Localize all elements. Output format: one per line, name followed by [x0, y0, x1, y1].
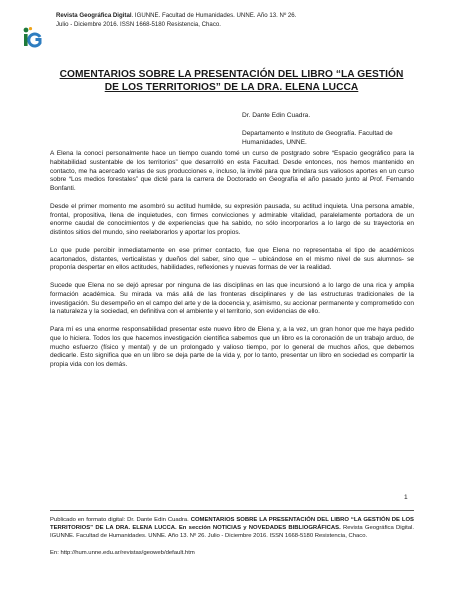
header-line-1-rest: . IGUNNE. Facultad de Humanidades. UNNE. Año 13. Nº 26.	[131, 12, 297, 19]
paragraph: A Elena la conocí personalmente hace un tiempo cuando tomé un curso de postgrado sobre “Espacio geográfico para la habitabilidad sustentable de los territorios” que desarrolló en esta Facultad. Desde entonces, nos hemos mantenido en contacto, me ha acercado varias de sus producciones e, incluso, la invité para que brindara sus valiosos aportes en un curso sobre “Los medios forestales” que dicté para la carrera de Doctorado en Geografía el año pasado junto al Prof. Fernando Bonfanti.	[50, 150, 414, 193]
paragraph: Lo que pude percibir inmediatamente en ese primer contacto, fue que Elena no representaba el tipo de académicos acartonados, distantes, verticalistas y dueños del saber, sino que – ubicándose en el mismo nivel de sus alumnos- se proponía despertar en ellos actitudes, habilidades, reflexiones y nuevas formas de ver la realidad.	[50, 246, 414, 272]
journal-header	[56, 12, 406, 29]
author-affiliation: Departamento e Instituto de Geografía. Facultad de Humanidades, UNNE.	[242, 129, 393, 146]
header-line-1	[56, 12, 406, 21]
paragraph: Desde el primer momento me asombró su actitud humilde, su expresión pausada, su actitud inquieta. Una persona amable, frontal, propositiva, llena de inquietudes, con firmes convicciones y admirable vitalidad, paralelamente portadora de un enorme caudal de conocimientos y de experiencias que ha sabido, no sólo incorporarlos a lo largo de su trayectoria en distintos sitios del mundo, sino reelaborarlos y aportar los propios.	[50, 202, 414, 237]
header-line-2: Julio - Diciembre 2016. ISSN 1668-5180 Resistencia, Chaco.	[56, 20, 221, 28]
page-number: 1	[404, 494, 408, 501]
article-title: COMENTARIOS SOBRE LA PRESENTACIÓN DEL LIBRO “LA GESTIÓN DE LOS TERRITORIOS” DE LA DRA. ELENA LUCCA	[59, 69, 404, 93]
footer-divider	[50, 510, 414, 511]
citation-title: COMENTARIOS SOBRE LA PRESENTACIÓN DEL LIBRO “LA GESTIÓN DE LOS TERRITORIOS” DE LA DRA. ELENA LUCCA. En sección NOTICIAS y NOVEDADES BIBLIOGRÁFICAS.	[50, 517, 414, 532]
citation-text	[50, 516, 414, 540]
author-block	[242, 112, 422, 147]
article-body	[50, 150, 414, 379]
author-name: Dr. Dante Edin Cuadra.	[242, 112, 311, 119]
citation-rest: Revista Geográfica Digital. IGUNNE. Facultad de Humanidades. UNNE. Año 13. Nº 26. Julio - Diciembre 2016. ISSN 1668-5180 Resistencia, Chaco.	[50, 525, 414, 540]
journal-logo	[21, 26, 43, 48]
citation-url[interactable]: En: http://hum.unne.edu.ar/revistas/geoweb/default.htm	[50, 550, 195, 557]
journal-name: Revista Geográfica Digital	[56, 12, 132, 19]
citation-footer	[50, 516, 414, 557]
citation-prefix: Publicado en formato digital: Dr. Dante Edin Cuadra.	[50, 517, 191, 523]
paragraph: Para mí es una enorme responsabilidad presentar este nuevo libro de Elena y, a la vez, un gran honor que me haya pedido que lo hiciera. Todos los que hacemos investigación científica sabemos que un libro es la coronación de un trabajo arduo, de mucho esfuerzo (físico y mental) y de un prolongado y valioso tiempo, por lo general de muchos años, que debemos dedicarle. Esto significa que en un libro se deja parte de la vida y, por lo tanto, presentar un libro en sociedad es compartir la propia vida con los demás.	[50, 325, 414, 369]
paragraph: Sucede que Elena no se dejó apresar por ninguna de las disciplinas en las que incursionó a lo largo de una rica y amplia formación académica. Su mirada va más allá de las fronteras disciplinares y de las estructuras tradicionales de la investigación. Su desempeño en el campo del arte y de la docencia y, asimismo, su accionar permanente y comprometido con la naturaleza y la sociedad, en definitiva con el ambiente y el territorio, son evidencias de ello.	[50, 281, 414, 316]
